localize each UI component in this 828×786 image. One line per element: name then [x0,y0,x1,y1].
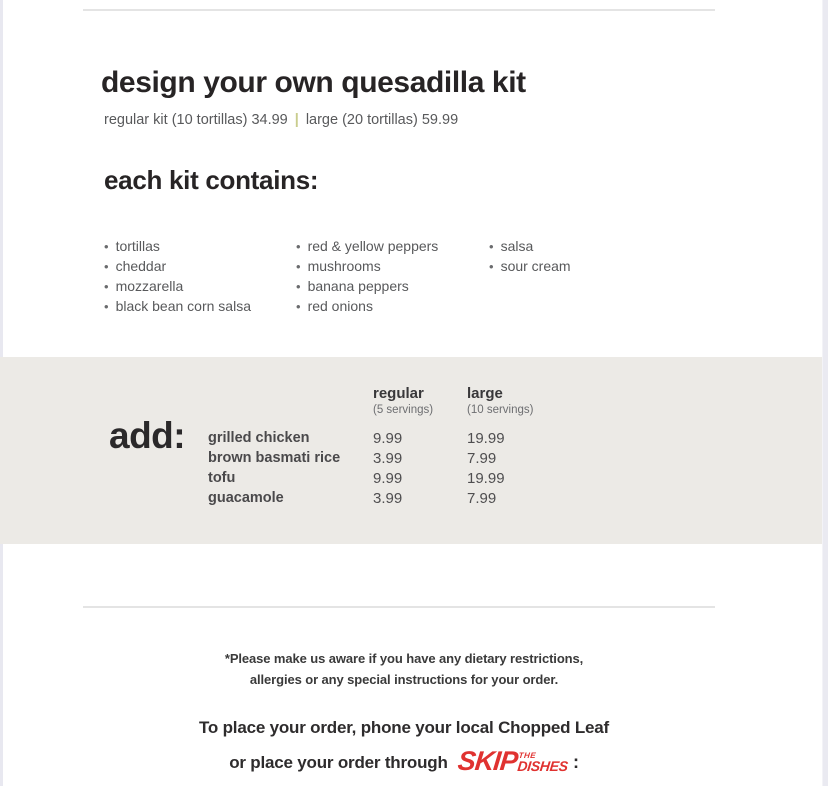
kit-contents-heading: each kit contains: [104,165,319,195]
addon-row [0,450,822,470]
page-title: design your own quesadilla kit [101,66,526,99]
addon-large-price: 19.99 [467,470,505,487]
column-header-regular [373,385,433,418]
kit-pricing-subtitle [104,112,458,128]
skipthedishes-logo [456,746,569,776]
order-instruction-prefix: or place your order through [229,753,448,772]
price-separator: | [294,112,299,128]
addon-row [0,470,822,490]
scrollbar-track[interactable] [822,0,828,786]
kit-contents-column-3 [489,236,571,276]
addon-regular-price: 9.99 [373,430,403,447]
addon-large-price: 7.99 [467,490,497,507]
kit-item: • black bean corn salsa [104,296,251,316]
kit-item: • banana peppers [296,276,438,296]
large-kit-price: large (20 tortillas) 59.99 [305,112,459,128]
top-divider [83,9,715,11]
column-header-large-label: large [467,385,503,402]
kit-item: • cheddar [104,256,251,276]
column-header-large [467,385,533,418]
kit-contents-column-2 [296,236,438,316]
skip-logo-skip-text: SKIP [456,746,519,776]
kit-item: • mushrooms [296,256,438,276]
addon-row [0,490,822,510]
dietary-note [0,648,808,690]
kit-contents-column-1 [104,236,251,316]
regular-kit-price: regular kit (10 tortillas) 34.99 [104,112,288,128]
kit-item: • sour cream [489,256,571,276]
addons-section [0,357,822,544]
addon-item-name: grilled chicken [208,430,310,446]
addons-heading: add: [109,415,186,456]
skip-logo-the-text: THE [517,751,537,760]
addon-item-name: brown basmati rice [208,450,341,466]
dietary-note-line-2: allergies or any special instructions for your order. [249,672,559,687]
kit-item: • tortillas [104,236,251,256]
addon-large-price: 19.99 [467,430,505,447]
kit-item: • salsa [489,236,571,256]
addon-large-price: 7.99 [467,450,497,467]
addon-regular-price: 3.99 [373,450,403,467]
addon-regular-price: 9.99 [373,470,403,487]
skip-logo-dishes-text: DISHES [516,758,569,774]
column-header-regular-label: regular [373,385,424,402]
kit-item: • red & yellow peppers [296,236,438,256]
order-instruction-line-1: To place your order, phone your local Chopped Leaf [198,718,610,737]
order-instruction-line-2 [0,746,808,776]
kit-item: • mozzarella [104,276,251,296]
addon-item-name: tofu [208,470,236,486]
order-instruction-colon: : [573,752,579,772]
addon-regular-price: 3.99 [373,490,403,507]
dietary-note-line-1: *Please make us aware if you have any dietary restrictions, [224,651,584,666]
kit-item: • red onions [296,296,438,316]
column-header-regular-servings: (5 servings) [373,404,434,416]
column-header-large-servings: (10 servings) [467,404,534,416]
bottom-divider [83,606,715,608]
addon-item-name: guacamole [208,490,284,506]
addon-row [0,430,822,450]
